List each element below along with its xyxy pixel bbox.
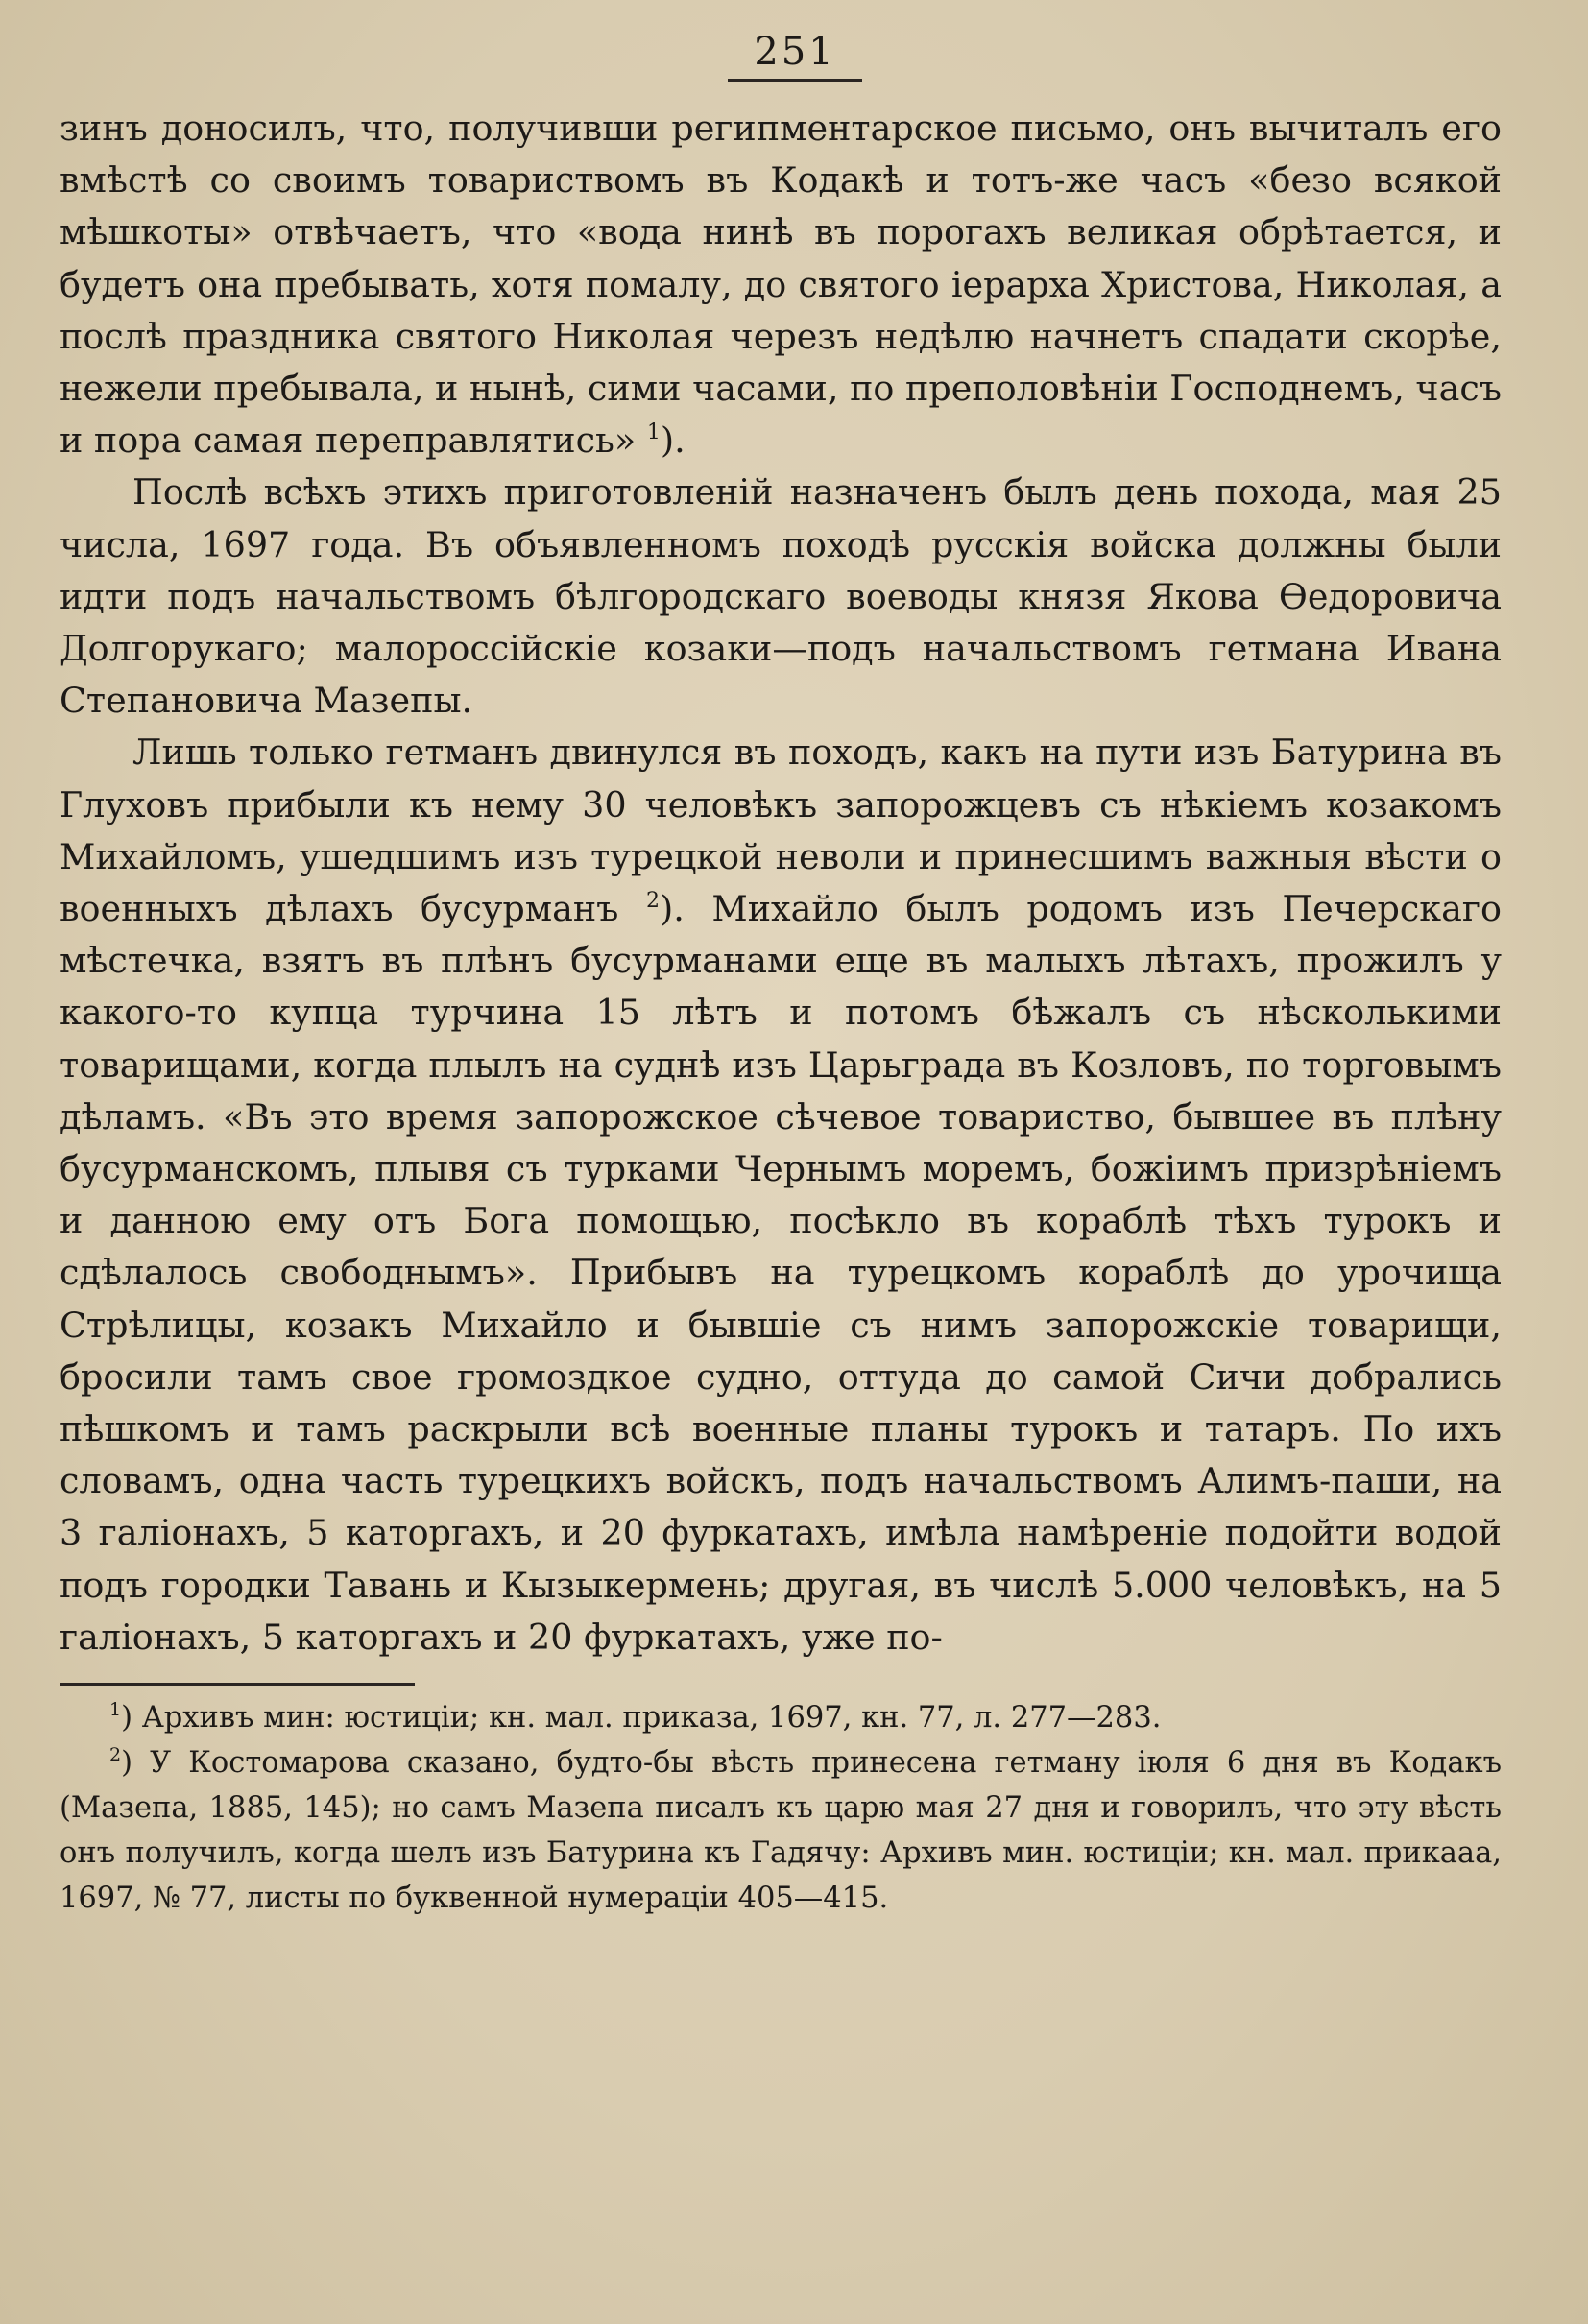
footnote-ref-1[interactable]: 1 (646, 420, 661, 445)
footnote-1-text: ) Архивъ мин: юстиціи; кн. мал. приказа, 1697, кн. 77, л. 277—283. (121, 1701, 1162, 1736)
paragraph-3-text: Лишь только гетманъ двинулся въ походъ, какъ на пути изъ Батурина въ Глуховъ прибыли къ нему 30 человѣкъ запорожцевъ съ нѣкіемъ козакомъ Михайломъ, ушедшимъ изъ турецкой неволи и принесшимъ важныя вѣсти о военныхъ дѣлахъ бусурманъ (60, 731, 1502, 930)
footnotes (60, 1695, 1502, 1921)
page-number: 251 (754, 30, 836, 74)
footnote-ref-1-close: ). (660, 419, 686, 462)
footnote-divider (60, 1683, 415, 1686)
footnote-1-marker: 1 (109, 1699, 122, 1721)
footnote-ref-2-close: ). (659, 888, 685, 930)
footnote-2 (60, 1740, 1502, 1921)
paragraph-1-text: зинъ доносилъ, что, получивши регипментарское письмо, онъ вычиталъ его вмѣстѣ со своимъ товариствомъ въ Кодакѣ и тотъ-же часъ «безо всякой мѣшкоты» отвѣчаетъ, что «вода нинѣ въ порогахъ великая обрѣтается, и будетъ она пребывать, хотя помалу, до святого іерарха Христова, Николая, а послѣ праздника святого Николая черезъ недѣлю начнетъ спадати скорѣе, нежели пребывала, и нынѣ, сими часами, по преполовѣніи Господнемъ, часъ и пора самая переправлятись» (60, 108, 1502, 462)
footnote-1 (60, 1695, 1502, 1740)
footnote-2-marker: 2 (109, 1744, 122, 1766)
footnote-ref-2[interactable]: 2 (645, 889, 660, 914)
paragraph-3 (60, 727, 1502, 1664)
main-text (60, 103, 1502, 1664)
footnote-2-text: ) У Костомарова сказано, будто-бы вѣсть принесена гетману іюля 6 дня въ Кодакъ (Мазепа, 1885, 145); но самъ Мазепа писалъ къ царю мая 27 дня и говорилъ, что эту вѣсть онъ получилъ, когда шелъ изъ Батурина къ Гадячу: Архивъ мин. юстиціи; кн. мал. прикааа, 1697, № 77, листы по буквенной нумераціи 405—415. (60, 1746, 1502, 1916)
paragraph-2: Послѣ всѣхъ этихъ приготовленій назначенъ былъ день похода, мая 25 числа, 1697 года. Въ объявленномъ походѣ русскія войска должны были идти подъ начальствомъ бѣлгородскаго воеводы князя Якова Ѳедоровича Долгорукаго; малороссійскіе козаки—подъ начальствомъ гетмана Ивана Степановича Мазепы. (60, 471, 1502, 722)
paragraph-3-continued: Михайло былъ родомъ изъ Печерскаго мѣстечка, взятъ въ плѣнъ бусурманами еще въ малыхъ лѣтахъ, прожилъ у какого-то купца турчина 15 лѣтъ и потомъ бѣжалъ съ нѣсколькими товарищами, когда плылъ на суднѣ изъ Царьграда въ Козловъ, по торговымъ дѣламъ. «Въ это время запорожское сѣчевое товариство, бывшее въ плѣну бусурманскомъ, плывя съ турками Чернымъ моремъ, божіимъ призрѣніемъ и данною ему отъ Бога помощью, посѣкло въ кораблѣ тѣхъ турокъ и сдѣлалось свободнымъ». Прибывъ на турецкомъ кораблѣ до урочища Стрѣлицы, козакъ Михайло и бывшіе съ нимъ запорожскіе товарищи, бросили тамъ свое громоздкое судно, оттуда до самой Сичи добрались пѣшкомъ и тамъ раскрыли всѣ военные планы турокъ и татаръ. По ихъ словамъ, одна часть турецкихъ войскъ, подъ начальствомъ Алимъ-паши, на 3 галіонахъ, 5 каторгахъ, и 20 фуркатахъ, имѣла намѣреніе подойти водой подъ городки Тавань и Кызыкермень; другая, въ числѣ 5.000 человѣкъ, на 5 галіонахъ, 5 каторгахъ и 20 фуркатахъ, уже по- (60, 888, 1502, 1658)
header-rule (728, 79, 862, 82)
paragraph-1 (60, 103, 1502, 467)
